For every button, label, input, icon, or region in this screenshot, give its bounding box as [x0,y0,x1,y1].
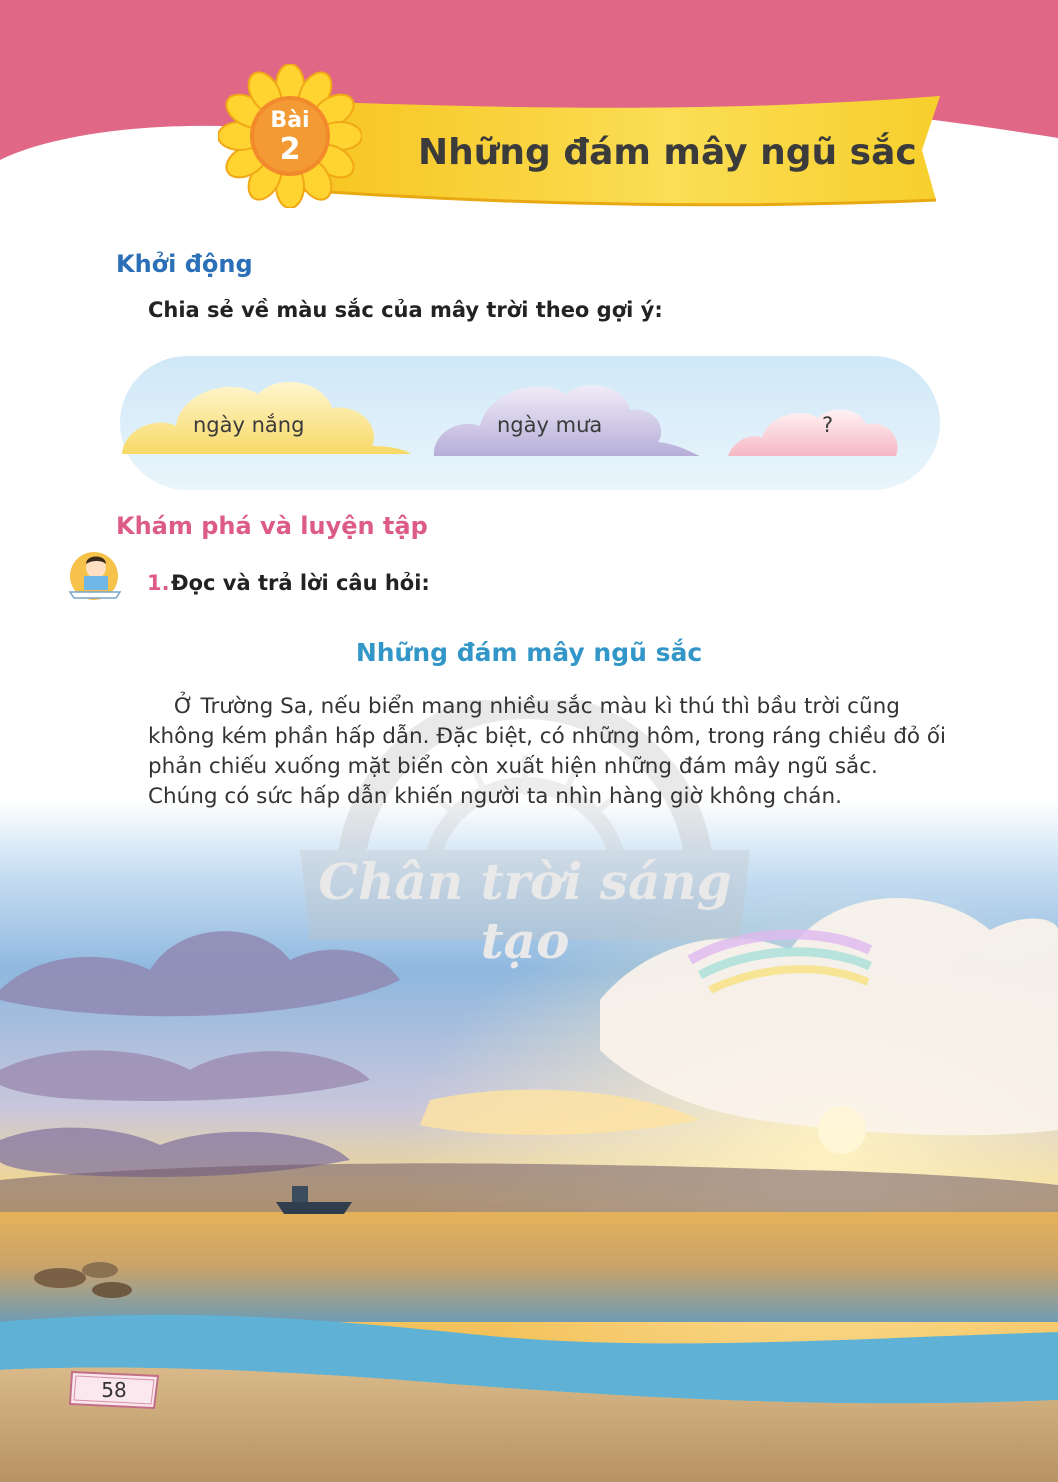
page-number: 58 [101,1378,127,1402]
lesson-title: Những đám mây ngũ sắc [418,132,917,173]
question-number: 1. [147,571,170,595]
section-heading-start: Khởi động [116,250,253,278]
cloud-label-unknown: ? [822,413,834,437]
reading-child-icon [64,546,126,600]
reading-paragraph: Ở Trường Sa, nếu biển mang nhiều sắc màu kì thú thì bầu trời cũng không kém phần hấp dẫn. Đặc biệt, có những hôm, trong ráng chiều đỏ ối phản chiếu xuống mặt biển còn xuất hiện những đám mây ngũ sắc. Chúng có sức hấp dẫn khiến người ta nhìn hàng giờ không chán. [148,694,947,809]
section-heading-explore: Khám phá và luyện tập [116,512,428,540]
question-text: Đọc và trả lời câu hỏi: [171,571,430,595]
cloud-label-rainy: ngày mưa [497,413,603,437]
reading-title: Những đám mây ngũ sắc [355,638,703,667]
cloud-label-sunny: ngày nắng [193,413,305,437]
lesson-number: 2 [279,132,301,167]
lesson-label: Bài [270,108,310,133]
watermark-text: Chân trời sáng tạo [318,852,732,970]
start-prompt: Chia sẻ về màu sắc của mây trời theo gợi ý: [148,298,663,322]
